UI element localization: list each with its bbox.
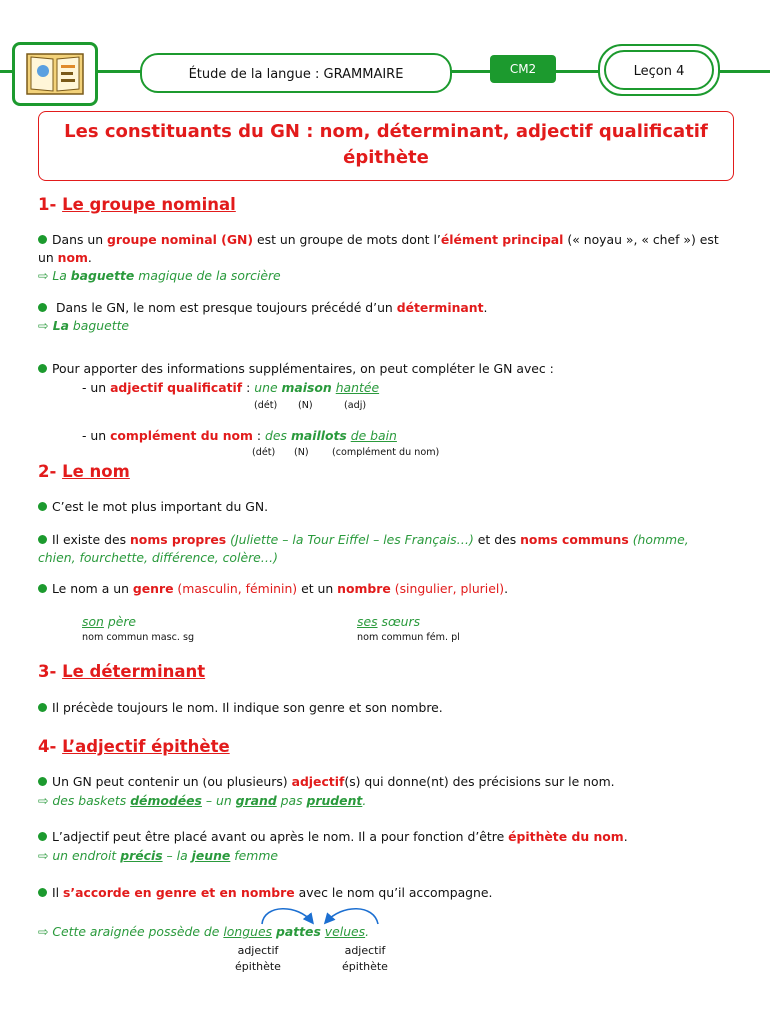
s4-paragraph-3: Il s’accorde en genre et en nombre avec le nom qu’il accompagne.	[38, 885, 492, 900]
s4-example-1: ⇨ des baskets démodées – un grand pas prudent.	[38, 793, 367, 808]
arrow-right-icon: ⇨	[38, 848, 49, 863]
s2-example-left-label: nom commun masc. sg	[82, 632, 195, 643]
bullet-icon	[38, 832, 47, 841]
section-3-title: Le déterminant	[62, 662, 206, 681]
s2-example-right-label: nom commun fém. pl	[357, 632, 460, 643]
bullet-icon	[38, 235, 47, 244]
s4-example-3: ⇨ Cette araignée possède de longues pattes velues.	[38, 924, 370, 939]
s1-item-2-label-n: (N)	[294, 447, 309, 458]
s1-item-1-label-n: (N)	[298, 400, 313, 411]
page-title-line2: épithète	[343, 147, 429, 168]
arrow-right-icon: ⇨	[38, 793, 49, 808]
level-badge	[490, 55, 556, 83]
level-label: CM2	[509, 62, 537, 76]
arrow-right-icon: ⇨	[38, 318, 49, 333]
s1-item-2-label-cdn: (complément du nom)	[332, 447, 440, 458]
section-1-title: Le groupe nominal	[62, 195, 236, 214]
s1-example-2: ⇨ La baguette	[38, 318, 130, 333]
s2-paragraph-1: C’est le mot plus important du GN.	[38, 499, 268, 514]
s1-item-2-label-det: (dét)	[252, 447, 276, 458]
section-4-number: 4-	[38, 737, 57, 756]
s3-paragraph-1: Il précède toujours le nom. Il indique son genre et son nombre.	[38, 700, 443, 715]
section-1-number: 1-	[38, 195, 57, 214]
s1-paragraph-1-cont: un nom.	[38, 250, 92, 265]
section-2-number: 2-	[38, 462, 57, 481]
section-4-heading	[38, 737, 230, 756]
lesson-label: Leçon 4	[633, 64, 685, 79]
title-box	[38, 111, 734, 181]
s1-paragraph-2: Dans le GN, le nom est presque toujours précédé d’un déterminant.	[38, 300, 487, 315]
bullet-icon	[38, 364, 47, 373]
s2-paragraph-3: Le nom a un genre (masculin, féminin) et un nombre (singulier, pluriel).	[38, 581, 508, 596]
bullet-icon	[38, 535, 47, 544]
s1-item-2: - un complément du nom : des maillots de bain	[82, 428, 397, 443]
bullet-icon	[38, 502, 47, 511]
subject-label: Étude de la langue : GRAMMAIRE	[188, 67, 404, 82]
s1-item-1: - un adjectif qualificatif : une maison hantée	[82, 380, 380, 395]
book-icon	[15, 45, 95, 103]
s1-paragraph-3: Pour apporter des informations supplémentaires, on peut compléter le GN avec :	[38, 361, 554, 376]
lesson-badge	[598, 44, 720, 96]
book-logo	[12, 42, 98, 106]
section-3-number: 3-	[38, 662, 57, 681]
bullet-icon	[38, 888, 47, 897]
bullet-icon	[38, 777, 47, 786]
section-3-heading	[38, 662, 205, 681]
page-title-line1: Les constituants du GN : nom, déterminant, adjectif qualificatif	[64, 121, 708, 142]
s4-label-right: adjectif épithète	[342, 944, 388, 973]
s4-label-left: adjectif épithète	[235, 944, 281, 973]
s2-paragraph-2: Il existe des noms propres (Juliette – la Tour Eiffel – les Français…) et des noms communs (homme,	[38, 532, 689, 547]
s1-example-1: ⇨ La baguette magique de la sorcière	[38, 268, 281, 283]
subject-badge	[140, 53, 452, 93]
s4-paragraph-1: Un GN peut contenir un (ou plusieurs) adjectif(s) qui donne(nt) des précisions sur le nom.	[38, 774, 615, 789]
s2-paragraph-2-cont: chien, fourchette, différence, colère…)	[38, 550, 279, 565]
section-2-heading	[38, 462, 130, 481]
s4-paragraph-2: L’adjectif peut être placé avant ou après le nom. Il a pour fonction d’être épithète du nom.	[38, 829, 628, 844]
bullet-icon	[38, 584, 47, 593]
s1-item-1-label-adj: (adj)	[344, 400, 367, 411]
section-2-title: Le nom	[62, 462, 130, 481]
s2-example-right: ses sœurs	[357, 614, 421, 629]
s4-example-2: ⇨ un endroit précis – la jeune femme	[38, 848, 279, 863]
section-4-title: L’adjectif épithète	[62, 737, 230, 756]
bullet-icon	[38, 303, 47, 312]
s2-example-left: son père	[82, 614, 137, 629]
arrow-right-icon: ⇨	[38, 268, 49, 283]
arrow-left-curve-icon	[262, 909, 312, 924]
section-1-heading	[38, 195, 236, 214]
bullet-icon	[38, 703, 47, 712]
s1-item-1-label-det: (dét)	[254, 400, 278, 411]
arrow-right-icon: ⇨	[38, 924, 49, 939]
arrow-right-curve-icon	[326, 909, 378, 924]
s1-paragraph-1: Dans un groupe nominal (GN) est un groupe de mots dont l’élément principal (« noyau », « chef ») est	[38, 232, 719, 247]
